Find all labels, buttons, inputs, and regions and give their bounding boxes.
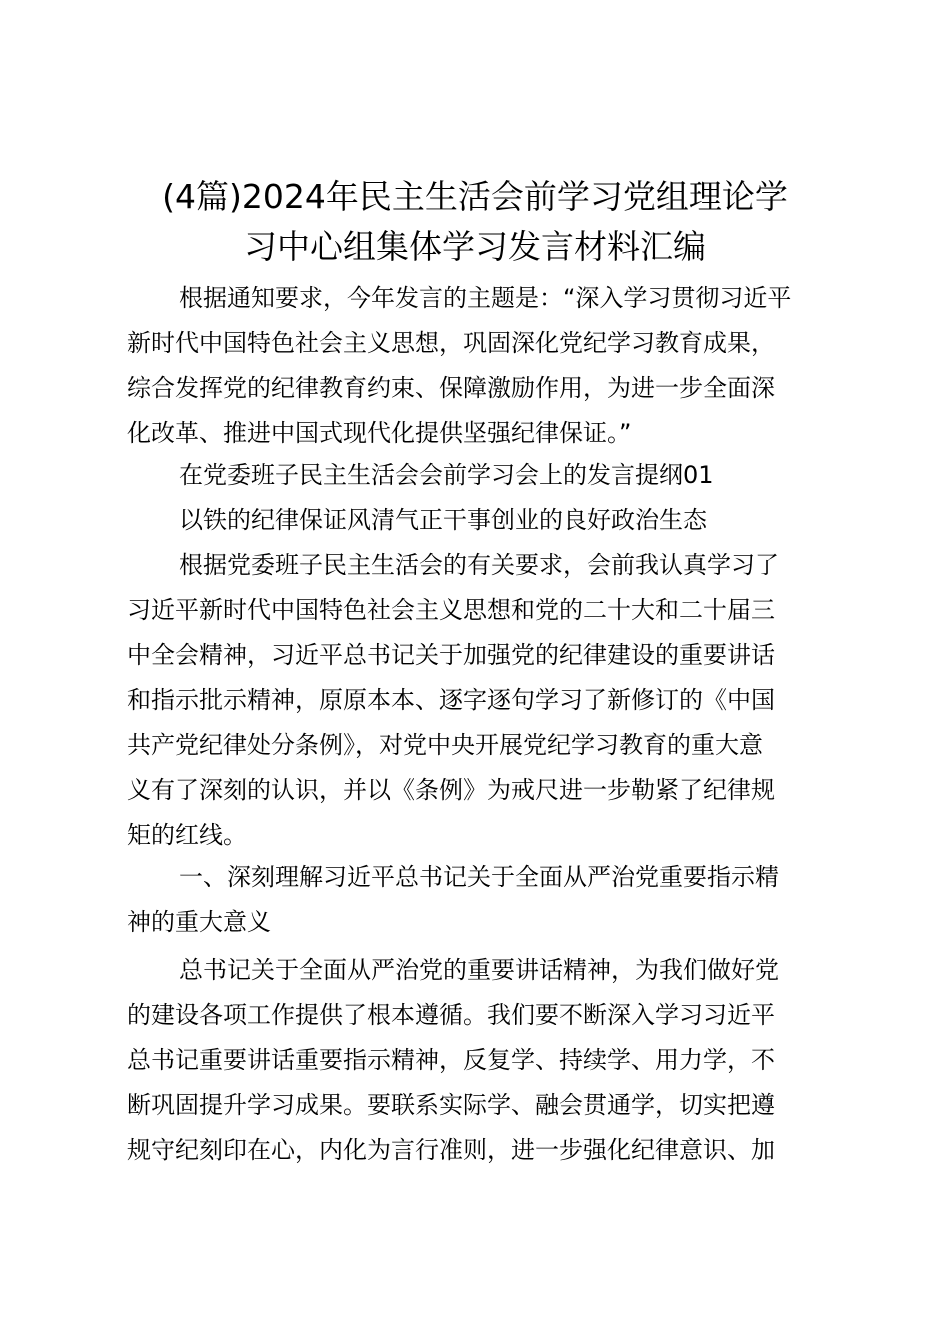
body-line: 和指示批示精神，原原本本、逐字逐句学习了新修订的《中国 bbox=[127, 686, 775, 714]
section-one-heading bbox=[127, 855, 827, 945]
document-title-line-2: 习中心组集体学习发言材料汇编 bbox=[244, 227, 706, 266]
intro-line: 根据通知要求，今年发言的主题是：“深入学习贯彻习近平 bbox=[179, 284, 792, 312]
section-body-line: 断巩固提升学习成果。要联系实际学、融会贯通学，切实把遵 bbox=[127, 1091, 775, 1119]
body-line: 共产党纪律处分条例》，对党中央开展党纪学习教育的重大意 bbox=[127, 731, 763, 759]
section-body-line: 总书记重要讲话重要指示精神，反复学、持续学、用力学，不 bbox=[127, 1046, 775, 1074]
document-title-line-1: (4篇)2024年民主生活会前学习党组理论学 bbox=[162, 177, 788, 216]
body-paragraph bbox=[127, 543, 827, 858]
intro-line: 新时代中国特色社会主义思想，巩固深化党纪学习教育成果， bbox=[127, 329, 775, 357]
section-heading-line: 一、深刻理解习近平总书记关于全面从严治党重要指示精 bbox=[179, 863, 779, 891]
speech-heading-text: 在党委班子民主生活会会前学习会上的发言提纲01 bbox=[179, 461, 714, 489]
section-body-line: 的建设各项工作提供了根本遵循。我们要不断深入学习习近平 bbox=[127, 1001, 775, 1029]
body-line: 根据党委班子民主生活会的有关要求，会前我认真学习了 bbox=[179, 551, 779, 579]
speech-subtitle bbox=[127, 498, 827, 543]
intro-line: 化改革、推进中国式现代化提供坚强纪律保证。” bbox=[127, 419, 632, 447]
section-one-body bbox=[127, 948, 827, 1173]
intro-paragraph bbox=[127, 276, 827, 456]
body-line: 中全会精神，习近平总书记关于加强党的纪律建设的重要讲话 bbox=[127, 641, 775, 669]
body-line: 矩的红线。 bbox=[127, 821, 247, 849]
body-line: 习近平新时代中国特色社会主义思想和党的二十大和二十届三 bbox=[127, 596, 775, 624]
speech-subtitle-text: 以铁的纪律保证风清气正干事创业的良好政治生态 bbox=[179, 506, 707, 534]
section-body-line: 总书记关于全面从严治党的重要讲话精神，为我们做好党 bbox=[179, 956, 779, 984]
speech-heading bbox=[127, 453, 827, 498]
section-body-line: 规守纪刻印在心，内化为言行准则，进一步强化纪律意识、加 bbox=[127, 1136, 775, 1164]
section-heading-line: 神的重大意义 bbox=[127, 908, 271, 936]
intro-line: 综合发挥党的纪律教育约束、保障激励作用，为进一步全面深 bbox=[127, 374, 775, 402]
body-line: 义有了深刻的认识，并以《条例》为戒尺进一步勒紧了纪律规 bbox=[127, 776, 775, 804]
